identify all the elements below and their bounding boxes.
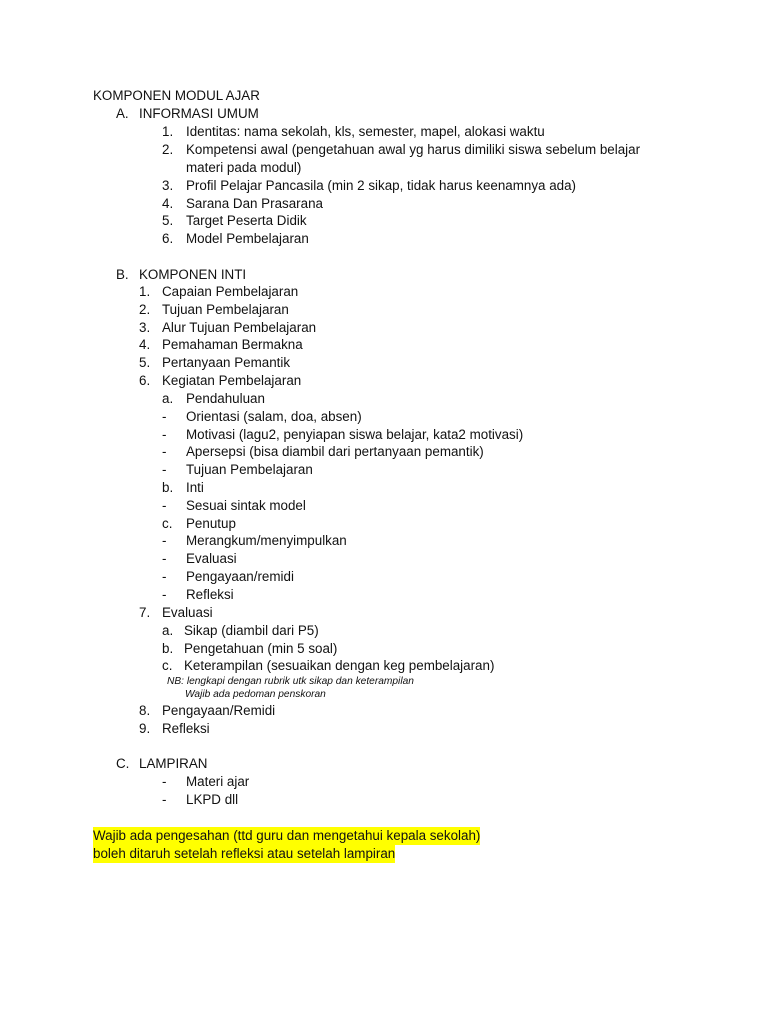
list-marker: B.	[116, 267, 129, 282]
section-title: LAMPIRAN	[139, 756, 208, 771]
section-title: KOMPONEN INTI	[139, 267, 247, 282]
list-marker: A.	[116, 106, 129, 121]
section-title: INFORMASI UMUM	[139, 106, 259, 121]
list-marker: C.	[116, 756, 130, 771]
document-page: KOMPONEN MODUL AJAR A. INFORMASI UMUM 1. Identitas: nama sekolah, kls, semester, mapel, alokasi waktu 2. Kompetensi awal (pengetahuan awal yg harus dimiliki siswa sebelum belajar materi pada modul) 3. Profil Pelajar Pancasila (min 2 sikap, tidak harus keenamnya ada) 4. Sarana Dan Prasarana 5. Target Peserta Didik 6. Model Pembelajaran B. KOMPONEN INTI 1. Capaian Pembelajaran 2. Tujuan Pembelajaran 3. Alur Tujuan Pembelajaran 4. Pemahaman Bermakna 5. Pertanyaan Pemantik 6. Kegiatan Pembelajaran a. Pendahuluan - Orientasi (salam, doa, absen) - Motivasi (lagu2, penyiapan siswa belajar, kata2 motivasi) - Apersepsi (bisa diambil dari pertanyaan pemantik) - Tujuan Pembelajaran b. Inti - Sesuai sintak model c. Penutup - Merangkum/menyimpulkan - Evaluasi - Pengayaan/remidi - Refleksi 7. Evaluasi a. Sikap (diambil dari P5) b. Pengetahuan (min 5 soal) c. Keterampilan (sesuaikan dengan keg pembelajaran) NB: lengkapi dengan rubrik utk sikap dan keterampilan Wajib ada pedoman penskoran 8. Pengayaan/Remidi 9. Refleksi C. LAMPIRAN - Materi ajar - LKPD dll Wajib ada pengesahan (ttd guru dan mengetahui kepala sekolah) boleh ditaruh setelah refleksi atau setelah lampiran	[93, 88, 641, 861]
